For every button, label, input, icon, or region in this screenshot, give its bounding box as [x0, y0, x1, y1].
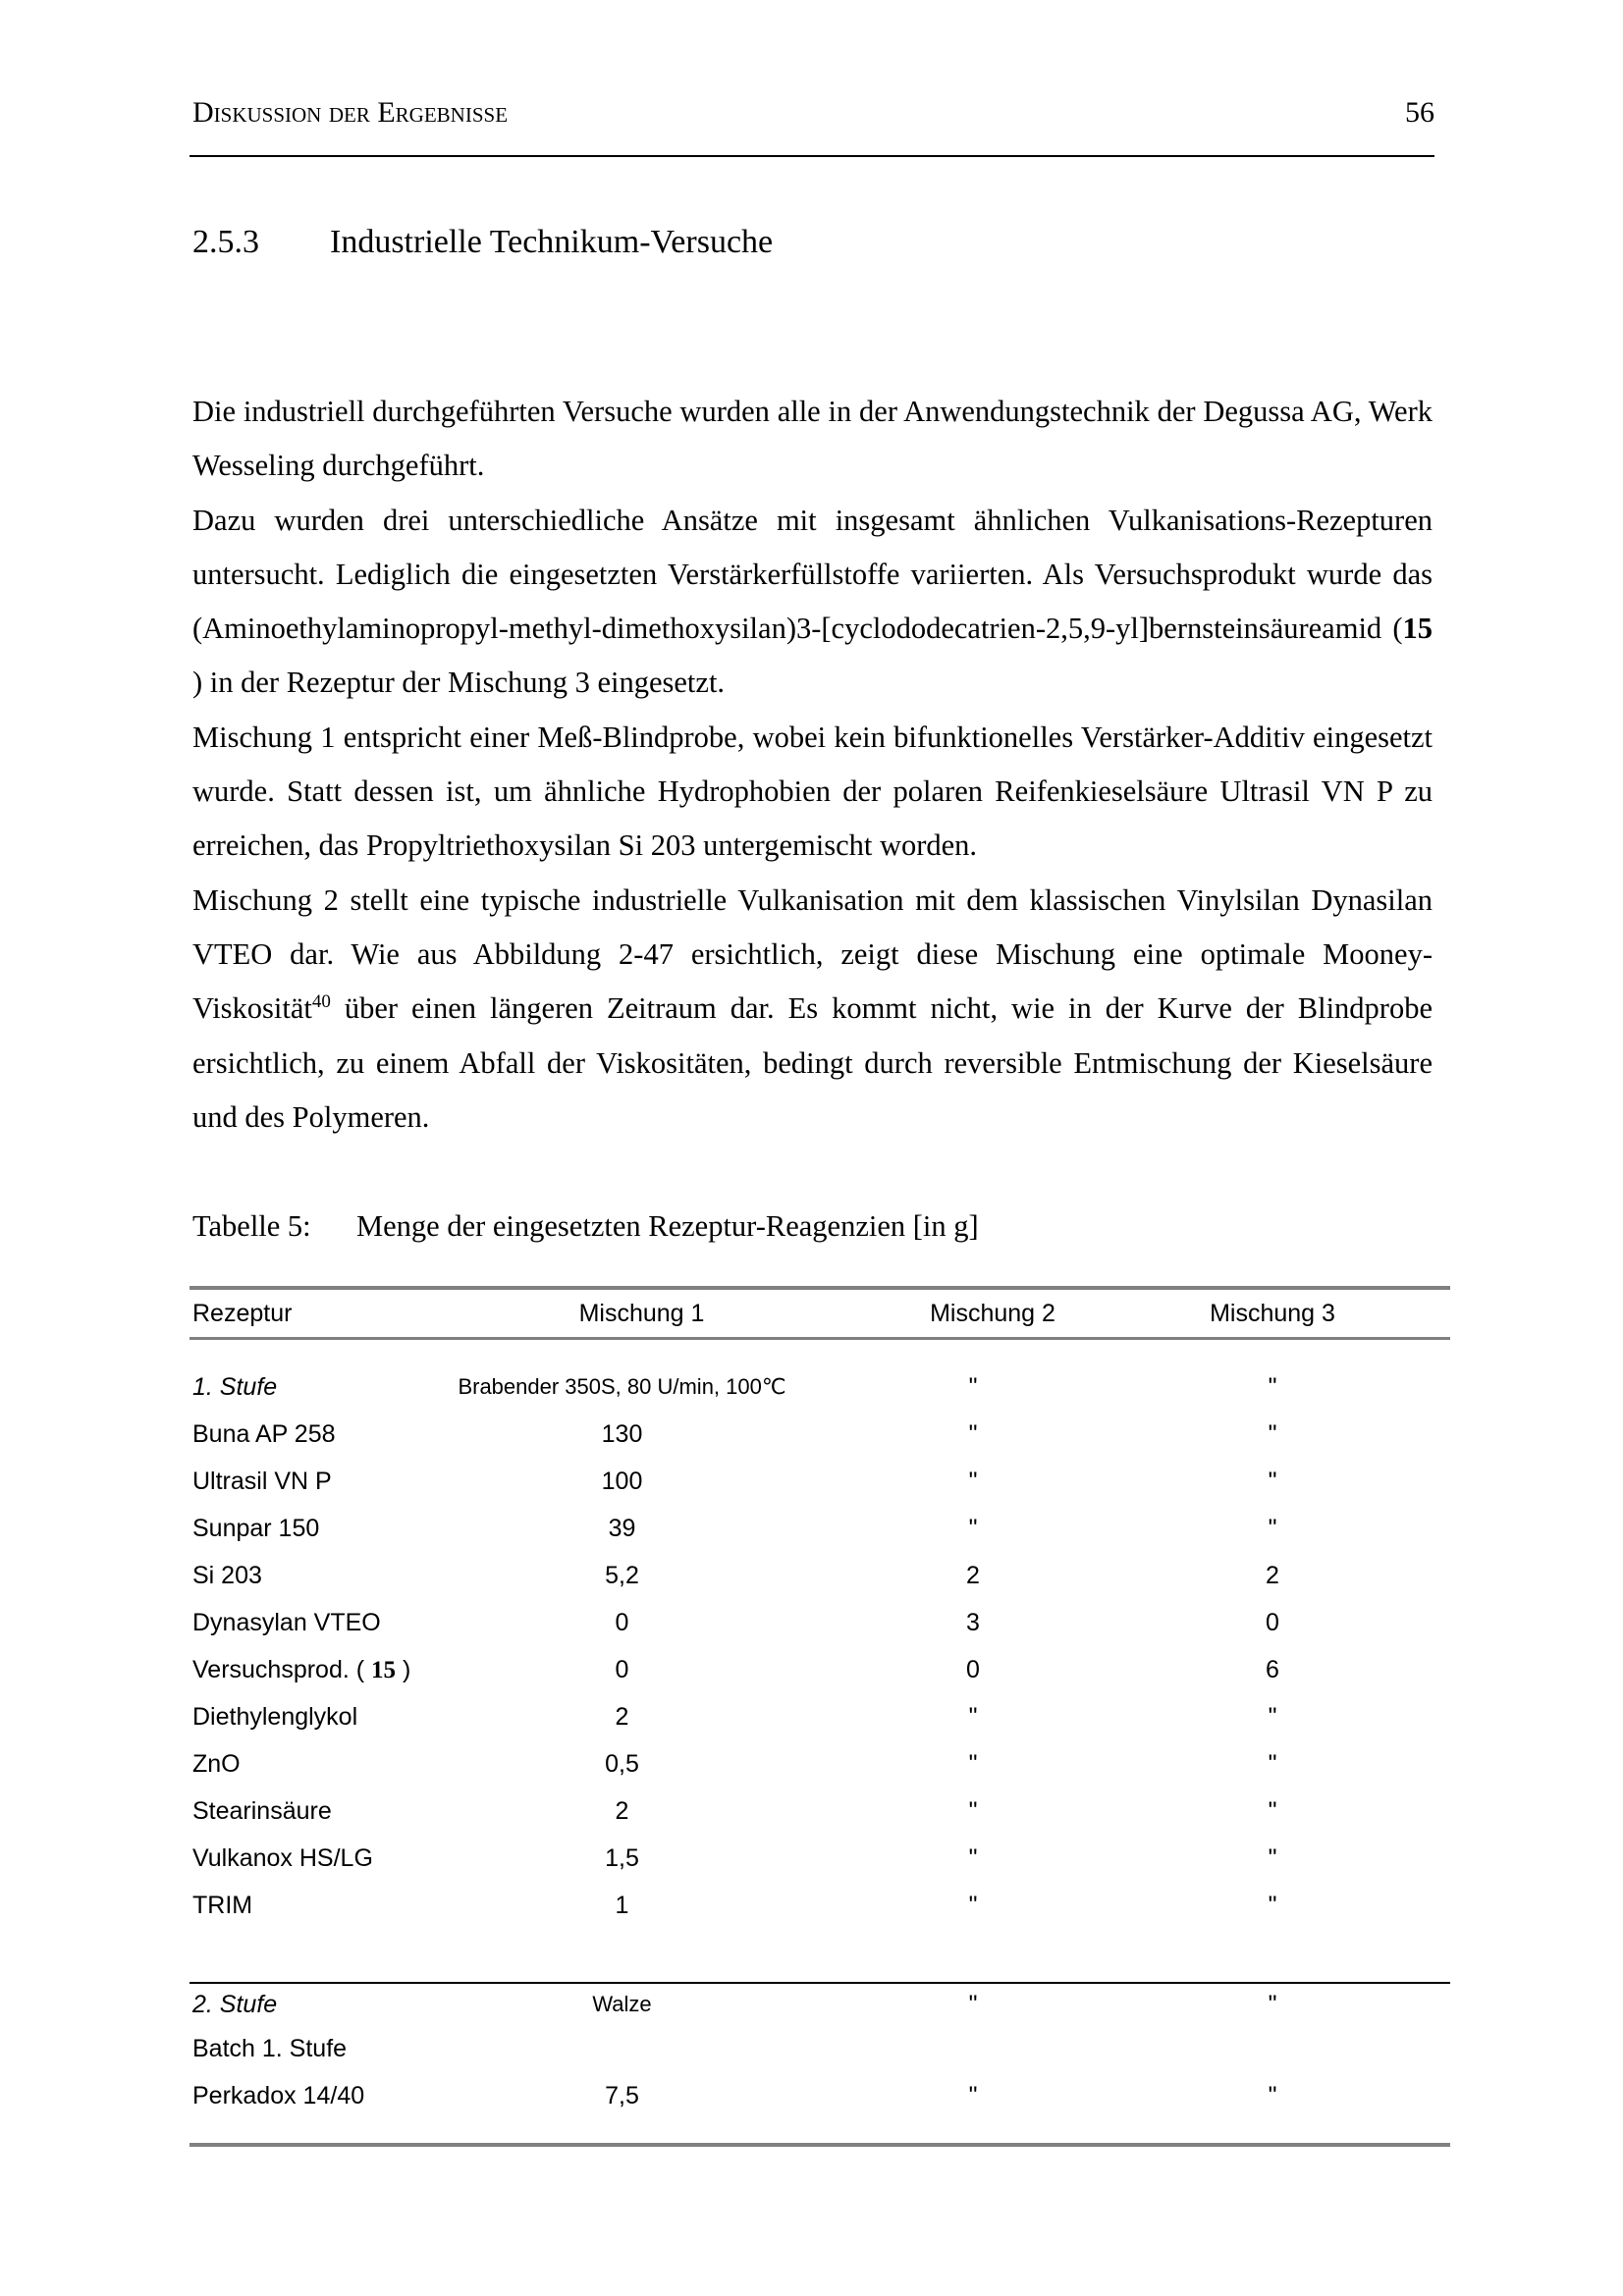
table-bottom-rule [189, 2143, 1450, 2147]
table-row: Diethylenglykol 2 " " [192, 1702, 1277, 1731]
table-row: ZnO 0,5 " " [192, 1749, 1277, 1778]
body-text [192, 385, 1433, 1145]
table-row: Batch 1. Stufe [192, 2034, 348, 2062]
footnote-ref[interactable]: 40 [311, 991, 331, 1013]
table-row: Perkadox 14/40 7,5 " " [192, 2081, 1277, 2109]
table-row-stage-2: 2. Stufe Walze " " [192, 1990, 1277, 2018]
table-row: Dynasylan VTEO 0 3 0 [192, 1608, 1279, 1636]
table-caption [192, 1209, 979, 1244]
table-row: Stearinsäure 2 " " [192, 1796, 1277, 1825]
paragraph-4: Mischung 2 stellt eine typische industrielle Vulkanisation mit dem klassischen Vinylsilan Dynasilan VTEO dar. Wie aus Abbildung 2-47 ersichtlich, zeigt diese Mischung eine optimale Mooney-Viskosität$^{40}$ über einen längeren Zeitraum dar. Es kommt nicht, wie in der Kurve der Blindprobe ersichtlich, zu einem Abfall der Viskositäten, bedingt durch reversible Entmischung der Kieselsäure und des Polymeren. [192, 882, 1433, 1134]
header-mischung-2: Mischung 2 [930, 1299, 1055, 1327]
header-rezeptur: Rezeptur [192, 1299, 293, 1327]
header-rule [189, 155, 1434, 157]
table-row-stage-1: 1. Stufe Brabender 350S, 80 U/min, 100℃ " " [192, 1372, 1277, 1401]
table-row: Sunpar 150 39 " " [192, 1514, 1277, 1542]
header-mischung-3: Mischung 3 [1210, 1299, 1335, 1327]
section-title: Industrielle Technikum-Versuche [330, 224, 774, 260]
table-row: Versuchsprod. ( 15 ) 0 0 6 [192, 1655, 1279, 1683]
table-row: TRIM 1 " " [192, 1891, 1277, 1919]
recipe-table [189, 1286, 1450, 2147]
table-row: Buna AP 258 130 " " [192, 1419, 1277, 1448]
compound-number: 15 [371, 1656, 397, 1683]
table-row: Ultrasil VN P 100 " " [192, 1467, 1277, 1495]
page-number: 56 [1405, 96, 1434, 129]
paragraph-3: Mischung 1 entspricht einer Meß-Blindprobe, wobei kein bifunktionelles Verstärker-Additiv eingesetzt wurde. Statt dessen ist, um ähnliche Hydrophobien der polaren Reifenkieselsäure Ultrasil VN P zu erreichen, das Propyltriethoxysilan Si 203 untergemischt worden. [192, 720, 1433, 863]
section-heading [192, 224, 773, 261]
header-mischung-1: Mischung 1 [578, 1299, 705, 1327]
table-caption-label: Tabelle 5: [192, 1209, 311, 1243]
section-number: 2.5.3 [192, 224, 259, 260]
running-head-title: Diskussion der Ergebnisse [192, 96, 509, 129]
running-head [192, 96, 1434, 130]
paragraph-1: Die industriell durchgeführten Versuche wurden alle in der Anwendungstechnik der Degussa AG, Werk Wesseling durchgeführt. [192, 395, 1433, 483]
table-row: Si 203 5,2 2 2 [192, 1561, 1279, 1589]
compound-number: 15 [1402, 612, 1433, 646]
table-header-row [189, 1290, 1450, 1337]
table-row: Vulkanox HS/LG 1,5 " " [192, 1843, 1277, 1872]
paragraph-2: Dazu wurden drei unterschiedliche Ansätze mit insgesamt ähnlichen Vulkanisations-Rezepturen untersucht. Lediglich die eingesetzten Verstärkerfüllstoffe variierten. Als Versuchsprodukt wurde das (Aminoethylaminopropyl-methyl-dimethoxysilan)3-[cyclododecatrien-2,5,9-yl]bernsteinsäureamid (15 ) in der Rezeptur der Mischung 3 eingesetzt. [192, 503, 1433, 700]
table-caption-text: Menge der eingesetzten Rezeptur-Reagenzien [in g] [356, 1209, 979, 1243]
